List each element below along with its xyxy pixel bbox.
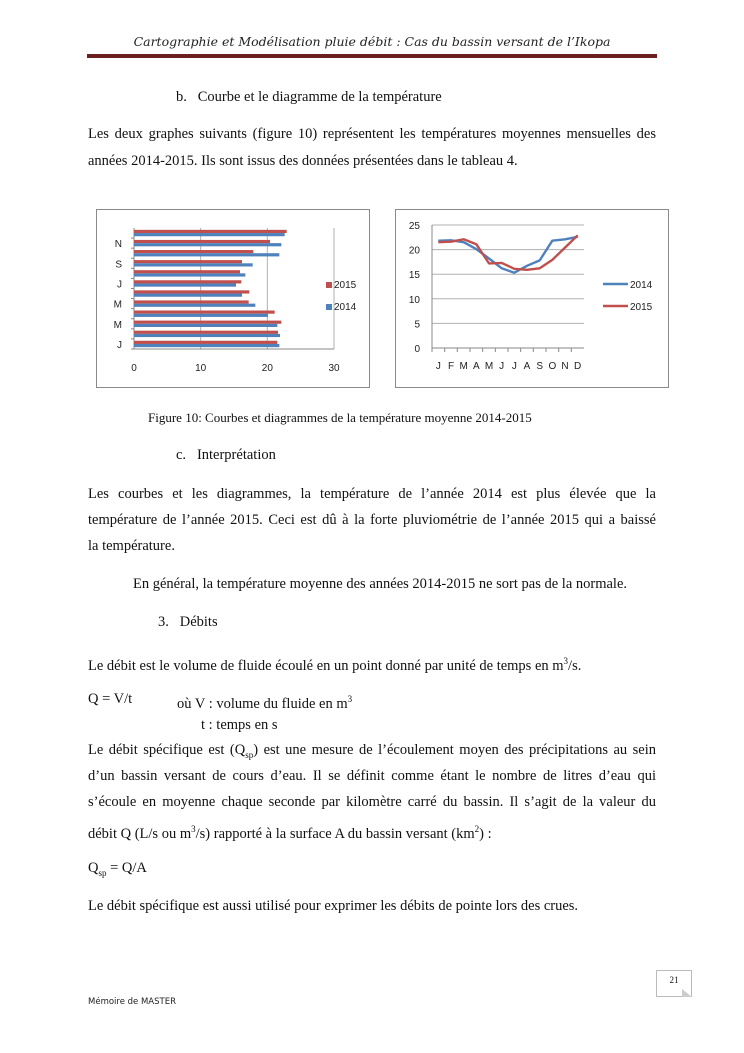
x-tick-label: O (548, 361, 557, 372)
debit-definition (88, 648, 581, 679)
interp-line-1: Les courbes et les diagrammes, la température de l’année 2014 est plus élevée que la (88, 486, 656, 502)
interp-line-2: température de l’année 2015. Ceci est dû à la forte pluviométrie de l’année 2015 qui a baissé (88, 512, 656, 528)
spec-line-3: s’écoule en moyenne chaque seconde par kilomètre carré du bassin. Il s’agit de la valeur du (88, 794, 656, 810)
bar-2014-8 (134, 273, 245, 276)
superscript: 2 (474, 824, 480, 834)
qsp-formula (88, 855, 147, 886)
y-tick-label: 10 (408, 294, 420, 306)
intro-line-1: Les deux graphes suivants (figure 10) représentent les températures moyennes mensuelles des (88, 126, 656, 142)
bar-2015-9 (134, 260, 242, 263)
x-tick-label: 30 (328, 363, 340, 374)
bar-2014-9 (134, 263, 253, 266)
section-b-heading (176, 84, 442, 110)
bar-2015-8 (134, 270, 240, 273)
x-tick-label: M (459, 361, 468, 372)
bar-2015-1 (134, 341, 277, 344)
formula-v-text: où V : volume du fluide en m (177, 695, 348, 712)
subscript: sp (98, 867, 107, 878)
qsp-symbol: Q (88, 860, 99, 876)
y-tick-label: 0 (414, 344, 420, 355)
bar-2014-1 (134, 344, 279, 347)
bar-2015-3 (134, 321, 281, 324)
running-header: Cartographie et Modélisation pluie débit : Cas du bassin versant de l’Ikopa (133, 34, 611, 49)
x-tick-label: D (574, 361, 582, 372)
bar-2014-5 (134, 304, 255, 307)
section-b-number: b. (176, 89, 187, 105)
formula-t: t : temps en s (201, 717, 278, 733)
page-number-box (656, 970, 692, 997)
section-c-title: Interprétation (196, 447, 276, 463)
spec-text: Le débit spécifique est (Q (88, 742, 246, 758)
legend-label-2014: 2014 (630, 280, 653, 291)
section-c-number: c. (176, 447, 187, 463)
page-number: 21 (669, 975, 679, 985)
qsp-expression: = Q/A (106, 860, 147, 876)
y-tick-label: M (113, 319, 122, 331)
header-rule (87, 54, 657, 58)
y-tick-label: 5 (414, 319, 420, 331)
legend-label-2015: 2015 (334, 280, 357, 291)
bar-2014-10 (134, 253, 279, 256)
y-tick-label: 25 (408, 221, 420, 232)
x-tick-label: F (447, 361, 455, 372)
bar-chart (97, 210, 369, 387)
section-3-heading (158, 609, 218, 635)
spec-text: débit Q (L/s ou m (88, 825, 192, 842)
final-line: Le débit spécifique est aussi utilisé pour exprimer les débits de pointe lors des crues. (88, 898, 579, 914)
footer-label: Mémoire de MASTER (88, 997, 176, 1007)
y-tick-label: M (113, 299, 122, 311)
bar-2014-6 (134, 294, 242, 297)
x-tick-label: A (472, 361, 480, 372)
debit-definition-unit: /s. (568, 657, 582, 674)
section-3-title: Débits (179, 614, 218, 630)
y-tick-label: 15 (408, 270, 420, 282)
x-tick-label: J (435, 361, 441, 372)
x-tick-label: 0 (131, 363, 137, 374)
bar-2015-7 (134, 280, 241, 283)
superscript: 3 (347, 694, 353, 704)
y-tick-label: S (115, 259, 122, 271)
legend-label-2014: 2014 (334, 302, 357, 313)
bar-2015-4 (134, 311, 275, 314)
x-tick-label: J (499, 361, 505, 372)
x-tick-label: M (484, 361, 494, 372)
bar-2014-11 (134, 243, 281, 246)
figure-caption: Figure 10: Courbes et diagrammes de la température moyenne 2014-2015 (148, 410, 532, 425)
line-chart (396, 210, 668, 387)
x-tick-label: S (536, 361, 544, 372)
bar-2015-2 (134, 331, 278, 334)
x-tick-label: 20 (261, 363, 273, 374)
bar-2015-12 (134, 230, 287, 233)
bar-2015-10 (134, 250, 253, 253)
general-line: En général, la température moyenne des années 2014-2015 ne sort pas de la normale. (133, 576, 628, 592)
line-chart-frame (395, 209, 669, 388)
bar-2014-7 (134, 283, 236, 286)
superscript: 3 (191, 824, 196, 834)
x-tick-label: A (523, 361, 531, 372)
subscript: sp (245, 749, 254, 760)
spec-text: /s) rapporté à la surface A du bassin versant (km (195, 825, 475, 842)
debit-definition-text: Le débit est le volume de fluide écoulé en un point donné par unité de temps en m (88, 657, 564, 674)
intro-line-2: années 2014-2015. Ils sont issus des données présentées dans le tableau 4. (88, 153, 518, 169)
section-c-heading (176, 442, 276, 468)
x-tick-label: N (561, 361, 569, 372)
spec-line-4 (88, 816, 492, 847)
y-tick-label: 20 (408, 245, 420, 257)
bar-2015-5 (134, 300, 249, 303)
legend-label-2015: 2015 (630, 302, 653, 313)
bar-2014-4 (134, 314, 268, 317)
legend-swatch-2015 (326, 282, 332, 288)
section-3-number: 3. (158, 614, 169, 630)
page-curl-icon (682, 989, 692, 997)
x-tick-label: J (511, 361, 517, 372)
interp-line-3: la température. (88, 538, 175, 554)
spec-text: ) : (479, 825, 492, 842)
superscript: 3 (563, 656, 569, 666)
spec-line-2: d’un bassin versant de cours d’eau. Il se définit comme étant le nombre de litres d’eau qui (88, 768, 656, 784)
y-tick-label: J (117, 279, 122, 291)
formula-q: Q = V/t (88, 691, 133, 707)
x-tick-label: 10 (195, 363, 207, 374)
bar-2014-3 (134, 324, 277, 327)
spec-text: ) est une mesure de l’écoulement moyen des précipitations au sein (253, 742, 656, 758)
legend-swatch-2014 (326, 304, 332, 310)
bar-2014-12 (134, 233, 285, 236)
bar-2015-11 (134, 240, 270, 243)
section-b-title: Courbe et le diagramme de la température (197, 89, 442, 105)
bar-2014-2 (134, 334, 280, 337)
y-tick-label: J (117, 339, 122, 351)
bar-chart-frame (96, 209, 370, 388)
y-tick-label: N (114, 239, 122, 251)
bar-2015-6 (134, 290, 249, 293)
